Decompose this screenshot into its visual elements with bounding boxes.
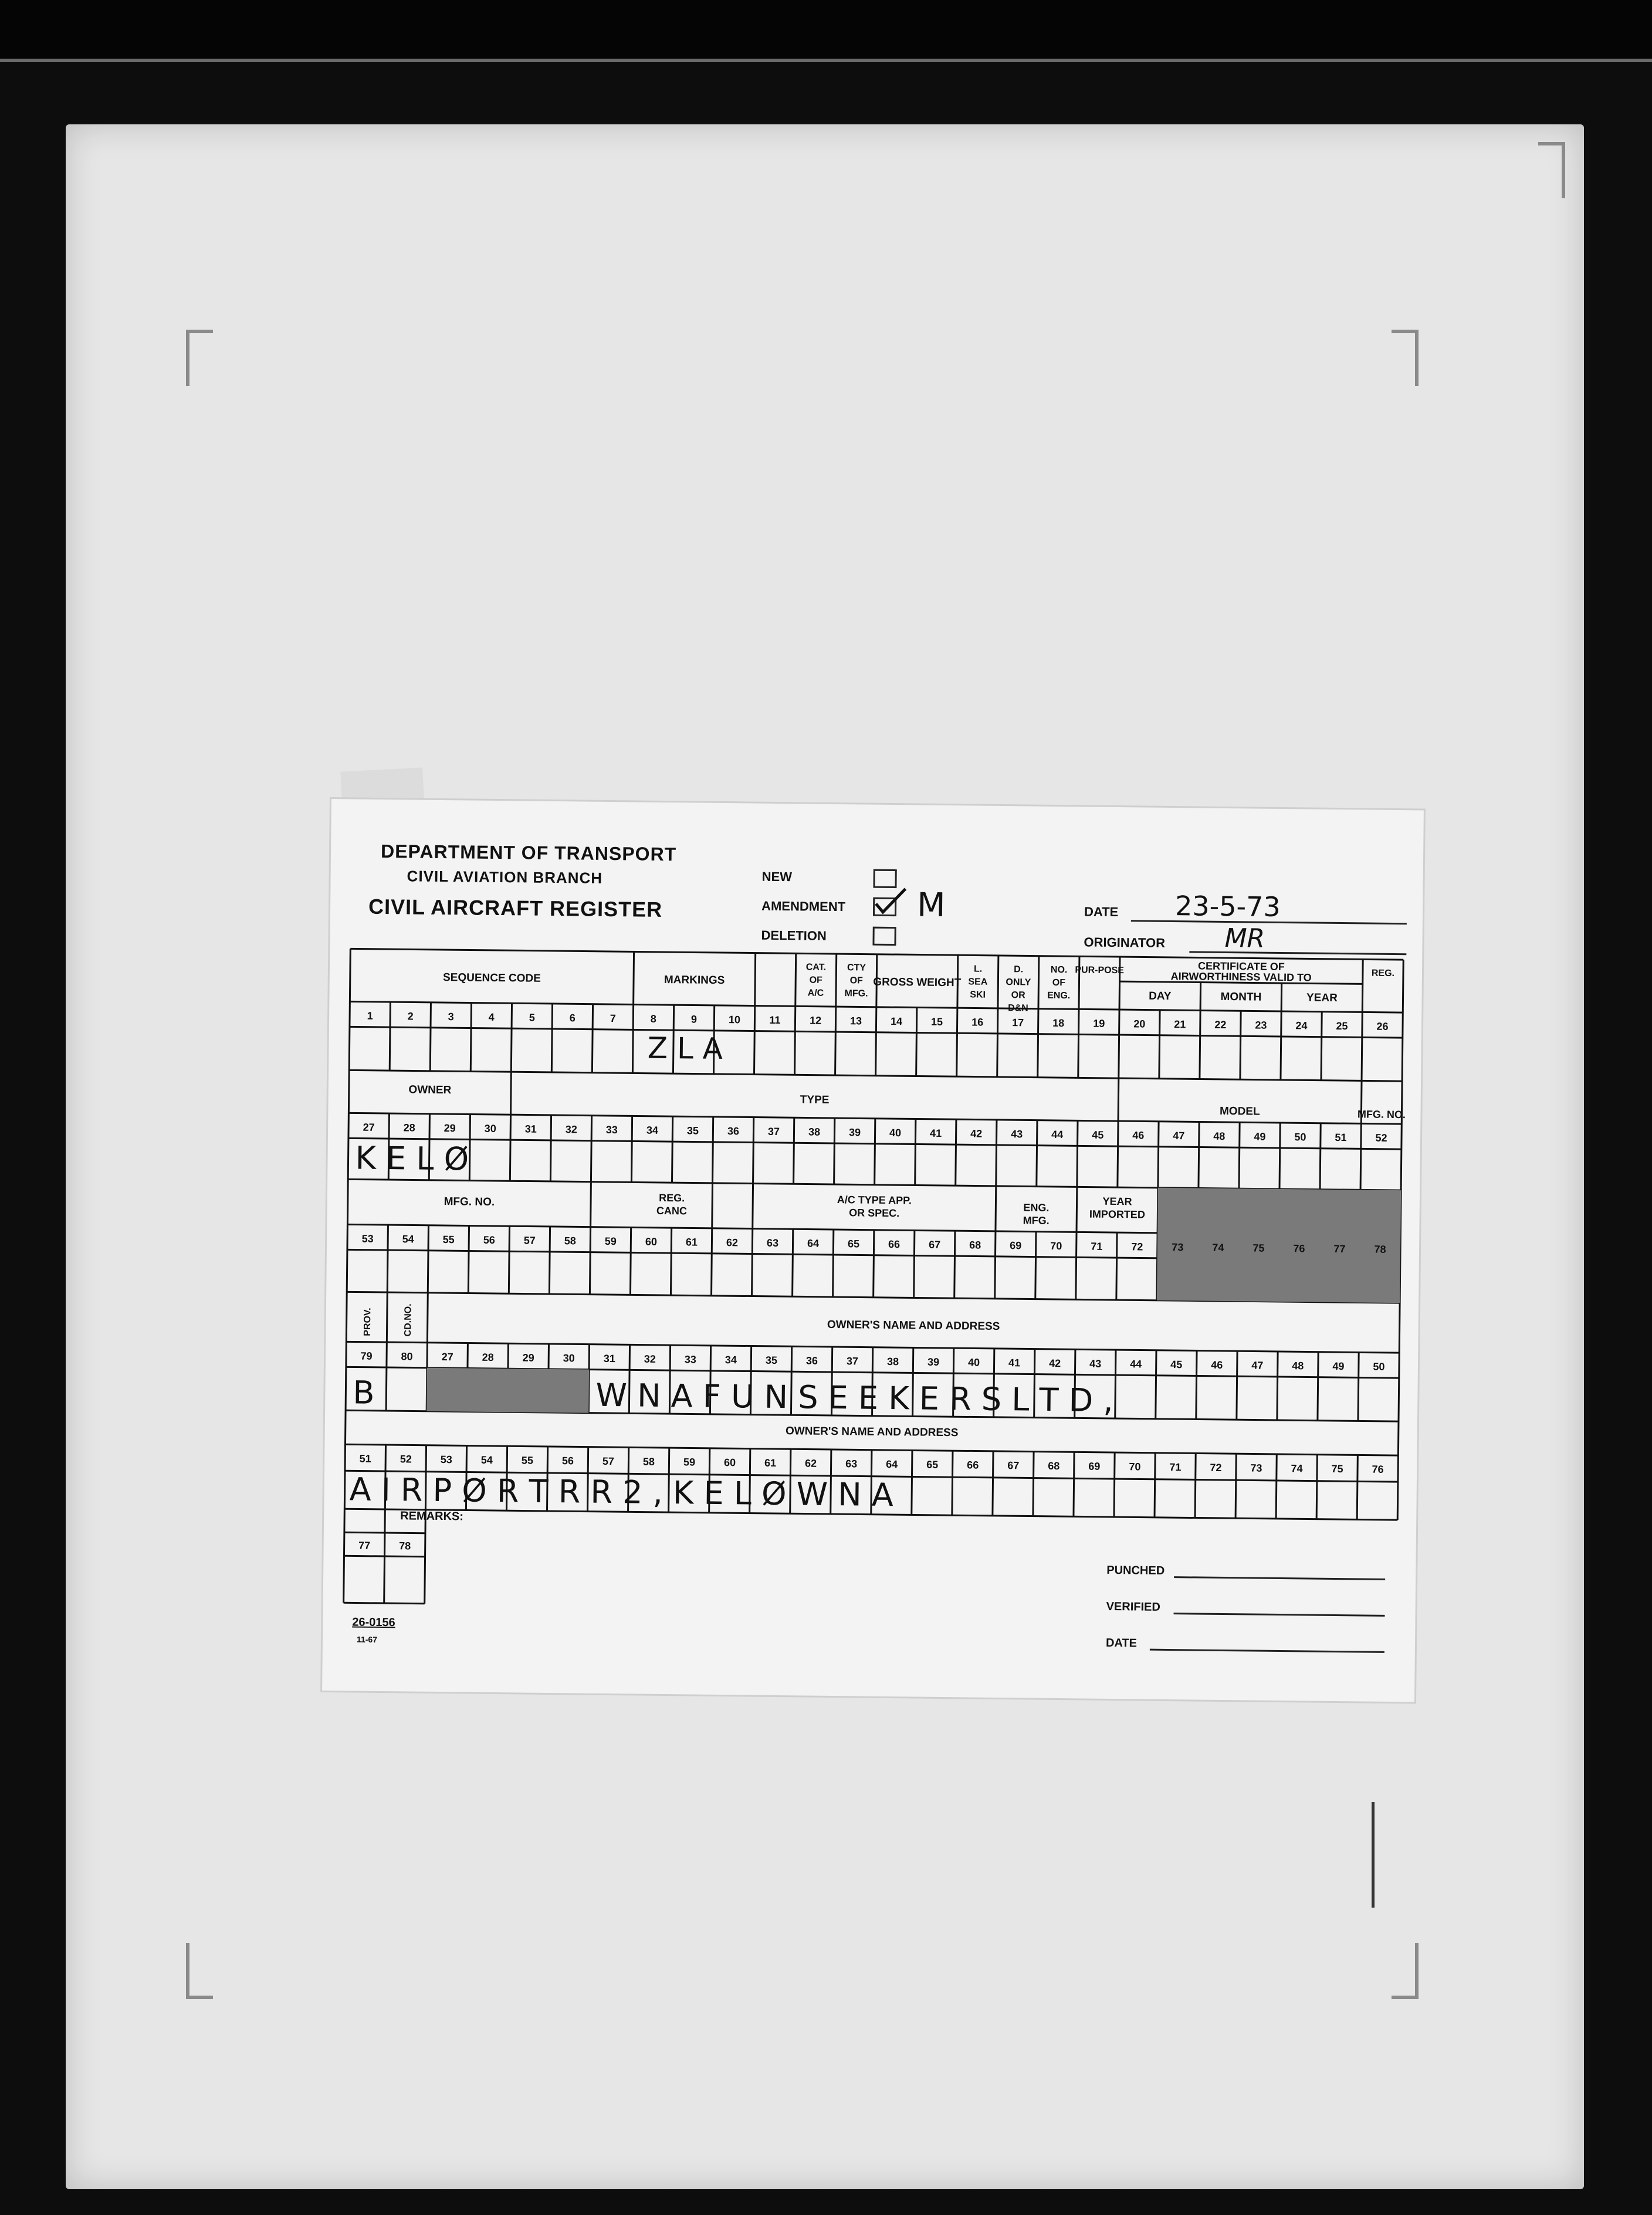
originator-value: MR bbox=[1224, 923, 1265, 954]
column-number: 21 bbox=[1174, 1018, 1186, 1031]
column-number: 57 bbox=[523, 1234, 536, 1247]
section3-header: ENG. bbox=[1023, 1201, 1050, 1214]
column-divider bbox=[470, 1003, 471, 1072]
column-divider bbox=[468, 1225, 469, 1293]
column-number: 47 bbox=[1251, 1359, 1264, 1371]
column-number: 46 bbox=[1132, 1129, 1145, 1142]
column-number: 14 bbox=[890, 1015, 903, 1028]
column-divider bbox=[1276, 1454, 1277, 1519]
column-divider bbox=[1316, 1455, 1317, 1519]
amendment-note: M bbox=[916, 886, 946, 924]
column-number: 37 bbox=[767, 1125, 780, 1138]
column-number: 63 bbox=[845, 1458, 858, 1470]
column-divider bbox=[551, 1004, 552, 1072]
column-number: 26 bbox=[1376, 1020, 1389, 1032]
section3-header: CANC bbox=[656, 1204, 688, 1217]
column-divider bbox=[592, 1004, 593, 1073]
column-number: 2 bbox=[407, 1010, 414, 1022]
header-divider bbox=[836, 954, 837, 1007]
column-divider bbox=[1078, 1009, 1079, 1078]
column-number: 77 bbox=[1333, 1242, 1346, 1255]
column-number: 74 bbox=[1212, 1241, 1224, 1254]
column-divider bbox=[1158, 1122, 1159, 1188]
column-number: 46 bbox=[1211, 1359, 1223, 1371]
column-divider bbox=[1321, 1012, 1322, 1081]
column-number: 61 bbox=[764, 1457, 777, 1469]
shaded-block bbox=[1157, 1188, 1401, 1303]
section1-header: OF bbox=[849, 976, 863, 986]
column-number: 32 bbox=[644, 1353, 656, 1365]
crop-mark-top-right bbox=[1392, 330, 1419, 386]
column-divider bbox=[952, 1451, 953, 1515]
column-number: 38 bbox=[808, 1126, 821, 1138]
column-number: 67 bbox=[929, 1238, 941, 1251]
column-number: 75 bbox=[1252, 1242, 1265, 1254]
aircraft-register-card bbox=[322, 799, 1424, 1702]
section1-header: MARKINGS bbox=[663, 973, 725, 987]
owner-address-entry: A I R P Ø R T R R 2 , K E L Ø W N A bbox=[349, 1471, 894, 1514]
section1-header: D&N bbox=[1008, 1003, 1028, 1014]
section5-header: OWNER'S NAME AND ADDRESS bbox=[785, 1425, 959, 1440]
scan-top-border bbox=[0, 0, 1652, 59]
column-number: 3 bbox=[448, 1011, 454, 1023]
column-divider bbox=[915, 1119, 916, 1185]
column-number: 30 bbox=[563, 1352, 575, 1364]
section1-header: MONTH bbox=[1220, 990, 1262, 1004]
section1-header: YEAR bbox=[1306, 991, 1338, 1004]
column-number: 63 bbox=[766, 1237, 779, 1249]
section2-header: MFG. NO. bbox=[1357, 1108, 1406, 1121]
column-number: 34 bbox=[646, 1124, 659, 1136]
crop-mark-top-left bbox=[186, 330, 213, 386]
column-number: 41 bbox=[930, 1127, 942, 1139]
option-new-label: NEW bbox=[761, 869, 793, 885]
column-number: 19 bbox=[1093, 1017, 1105, 1029]
column-number: 67 bbox=[1007, 1459, 1020, 1472]
column-divider bbox=[1195, 1453, 1196, 1518]
column-divider bbox=[1240, 1011, 1241, 1079]
column-divider bbox=[835, 1007, 836, 1075]
column-number: 57 bbox=[602, 1455, 615, 1468]
column-number: 73 bbox=[1250, 1462, 1262, 1474]
column-divider bbox=[1033, 1452, 1034, 1516]
column-number: 69 bbox=[1010, 1239, 1022, 1252]
branch-title: CIVIL AVIATION BRANCH bbox=[407, 867, 603, 887]
column-number: 49 bbox=[1254, 1130, 1266, 1143]
column-number: 55 bbox=[442, 1234, 455, 1246]
section1-header: SKI bbox=[970, 990, 986, 1000]
column-divider bbox=[430, 1002, 431, 1071]
column-divider bbox=[1116, 1232, 1117, 1300]
column-divider bbox=[1357, 1455, 1358, 1519]
column-divider bbox=[1115, 1350, 1116, 1418]
column-number: 70 bbox=[1129, 1461, 1141, 1473]
column-number: 48 bbox=[1213, 1130, 1226, 1142]
column-number: 31 bbox=[524, 1123, 537, 1135]
column-number: 16 bbox=[971, 1016, 984, 1028]
crop-mark-bottom-right bbox=[1392, 1943, 1419, 1999]
column-number: 72 bbox=[1131, 1241, 1143, 1253]
column-number: 49 bbox=[1332, 1360, 1345, 1373]
crop-mark-bottom-left bbox=[186, 1943, 213, 1999]
header-divider bbox=[712, 1183, 713, 1228]
column-number: 59 bbox=[683, 1456, 696, 1468]
pen-stroke bbox=[1372, 1802, 1375, 1908]
form-revision: 11-67 bbox=[356, 1634, 378, 1644]
header-divider-dashed bbox=[1281, 983, 1282, 1011]
column-number: 37 bbox=[846, 1355, 859, 1367]
column-divider bbox=[914, 1230, 915, 1298]
column-number: 6 bbox=[569, 1012, 576, 1024]
section3-header: YEAR bbox=[1102, 1195, 1132, 1208]
column-divider bbox=[631, 1116, 632, 1182]
section1-header: SEA bbox=[968, 977, 988, 987]
section1-header: ENG. bbox=[1047, 990, 1071, 1001]
column-number: 62 bbox=[805, 1457, 817, 1469]
column-divider bbox=[1235, 1454, 1236, 1518]
column-number: 11 bbox=[769, 1014, 781, 1027]
column-number: 74 bbox=[1291, 1462, 1303, 1475]
column-divider bbox=[632, 1004, 633, 1073]
column-number: 47 bbox=[1173, 1130, 1185, 1142]
column-number: 76 bbox=[1293, 1242, 1305, 1255]
header-divider bbox=[1119, 957, 1120, 1010]
section3-header: IMPORTED bbox=[1089, 1208, 1145, 1221]
column-divider bbox=[1360, 1123, 1361, 1190]
column-divider bbox=[1239, 1122, 1240, 1188]
header-divider bbox=[795, 953, 796, 1006]
column-number: 27 bbox=[441, 1351, 453, 1363]
remarks-column-number: 77 bbox=[358, 1539, 371, 1552]
column-divider bbox=[997, 1008, 998, 1077]
header-divider-dashed bbox=[1200, 983, 1201, 1011]
column-number: 71 bbox=[1091, 1240, 1103, 1252]
column-number: 73 bbox=[1172, 1241, 1184, 1254]
column-divider bbox=[549, 1227, 550, 1294]
column-number: 12 bbox=[809, 1014, 822, 1027]
column-number: 39 bbox=[848, 1126, 861, 1139]
column-number: 44 bbox=[1051, 1128, 1064, 1141]
column-number: 22 bbox=[1214, 1018, 1227, 1031]
column-divider bbox=[386, 1342, 387, 1411]
owner-entry: K E L Ø bbox=[355, 1139, 469, 1178]
column-number: 64 bbox=[807, 1237, 820, 1249]
column-number: 55 bbox=[521, 1454, 534, 1466]
column-number: 65 bbox=[926, 1458, 939, 1471]
column-number: 58 bbox=[564, 1235, 576, 1247]
column-number: 38 bbox=[886, 1355, 899, 1368]
column-number: 54 bbox=[402, 1233, 414, 1245]
section1-header: OR bbox=[1011, 990, 1025, 1001]
column-number: 32 bbox=[565, 1123, 577, 1136]
section1-header: MFG. bbox=[844, 988, 868, 999]
section2-header: MODEL bbox=[1219, 1105, 1260, 1118]
header-divider bbox=[1362, 959, 1363, 1012]
column-number: 65 bbox=[847, 1238, 860, 1250]
column-number: 51 bbox=[359, 1452, 371, 1465]
column-number: 48 bbox=[1292, 1360, 1304, 1372]
column-number: 64 bbox=[886, 1458, 898, 1471]
column-number: 52 bbox=[1375, 1132, 1387, 1144]
column-number: 62 bbox=[726, 1237, 739, 1249]
column-number: 8 bbox=[650, 1012, 657, 1025]
column-number: 53 bbox=[361, 1232, 374, 1245]
section1-header: REG. bbox=[1371, 968, 1395, 978]
column-divider bbox=[469, 1115, 470, 1181]
section1-header: OF bbox=[809, 975, 822, 985]
column-divider bbox=[1159, 1010, 1160, 1079]
remarks-box-number-top bbox=[344, 1532, 425, 1533]
column-divider bbox=[1196, 1350, 1197, 1419]
remarks-label: REMARKS: bbox=[400, 1509, 464, 1523]
column-number: 40 bbox=[889, 1126, 902, 1139]
section3-header: A/C TYPE APP. bbox=[837, 1194, 912, 1207]
column-number: 70 bbox=[1050, 1239, 1062, 1252]
department-title: DEPARTMENT OF TRANSPORT bbox=[380, 840, 677, 865]
column-number: 54 bbox=[480, 1454, 493, 1466]
column-number: 52 bbox=[400, 1453, 412, 1465]
column-divider bbox=[954, 1231, 955, 1298]
column-divider bbox=[834, 1118, 835, 1184]
column-number: 58 bbox=[642, 1455, 655, 1468]
column-divider bbox=[753, 1117, 754, 1184]
date-value: 23-5-73 bbox=[1174, 890, 1281, 923]
option-deletion-label: DELETION bbox=[761, 927, 827, 943]
scan-top-edge bbox=[0, 59, 1652, 62]
column-number: 66 bbox=[967, 1459, 979, 1471]
verified-label: VERIFIED bbox=[1106, 1600, 1161, 1614]
column-number: 20 bbox=[1133, 1018, 1146, 1030]
owner-name-entry: W N A F U N S E E K E R S L T D , bbox=[595, 1376, 1113, 1420]
column-divider bbox=[1077, 1120, 1078, 1187]
column-divider bbox=[1279, 1123, 1280, 1189]
column-number: 60 bbox=[723, 1457, 736, 1469]
column-number: 68 bbox=[1048, 1459, 1060, 1472]
section1-header: DAY bbox=[1149, 990, 1172, 1003]
column-number: 35 bbox=[765, 1354, 778, 1367]
column-number: 78 bbox=[1374, 1243, 1386, 1255]
column-number: 28 bbox=[482, 1351, 494, 1363]
column-number: 30 bbox=[484, 1122, 496, 1134]
header-divider bbox=[1076, 1187, 1077, 1232]
column-number: 76 bbox=[1372, 1463, 1384, 1475]
section1-header: L. bbox=[973, 964, 983, 974]
form-title: CIVIL AIRCRAFT REGISTER bbox=[368, 894, 663, 922]
column-divider bbox=[511, 1003, 512, 1072]
column-number: 31 bbox=[603, 1352, 615, 1365]
section1-header: D. bbox=[1014, 964, 1024, 975]
remarks-column-number: 78 bbox=[399, 1540, 411, 1552]
column-number: 50 bbox=[1294, 1131, 1306, 1143]
column-number: 42 bbox=[1049, 1357, 1061, 1370]
section1-header: GROSS WEIGHT bbox=[873, 976, 962, 990]
column-divider bbox=[833, 1230, 834, 1297]
section1-header: OF bbox=[1052, 977, 1066, 988]
column-number: 33 bbox=[605, 1123, 618, 1136]
column-number: 18 bbox=[1052, 1017, 1065, 1029]
prov-entry: B bbox=[353, 1374, 375, 1411]
column-divider bbox=[550, 1115, 551, 1181]
column-number: 10 bbox=[728, 1014, 741, 1026]
section1-header: NO. bbox=[1050, 964, 1068, 976]
column-divider bbox=[1035, 1232, 1036, 1299]
section3-header: MFG. bbox=[1023, 1214, 1050, 1227]
column-number: 27 bbox=[363, 1121, 375, 1133]
column-number: 43 bbox=[1089, 1357, 1102, 1370]
section3-header: OR SPEC. bbox=[849, 1207, 900, 1220]
section1-header: CTY bbox=[847, 963, 866, 973]
header-divider-dashed bbox=[755, 953, 756, 1006]
column-number: 51 bbox=[1335, 1131, 1347, 1144]
column-number: 80 bbox=[401, 1350, 413, 1363]
option-amendment-label: AMENDMENT bbox=[761, 898, 846, 915]
column-number: 36 bbox=[727, 1125, 740, 1137]
column-number: 36 bbox=[805, 1354, 818, 1367]
column-number: 75 bbox=[1331, 1462, 1343, 1475]
column-number: 15 bbox=[931, 1015, 943, 1028]
column-number: 17 bbox=[1012, 1017, 1024, 1029]
column-number: 28 bbox=[403, 1122, 415, 1134]
column-divider bbox=[387, 1225, 388, 1292]
section1-header: ONLY bbox=[1006, 977, 1031, 988]
date-label: DATE bbox=[1084, 904, 1119, 920]
section1-header: CAT. bbox=[805, 962, 827, 973]
section1-header: A/C bbox=[807, 988, 824, 998]
column-divider bbox=[1358, 1352, 1359, 1421]
column-number: 1 bbox=[367, 1010, 373, 1022]
column-number: 24 bbox=[1295, 1020, 1308, 1032]
section2-header: OWNER bbox=[408, 1083, 452, 1097]
header-divider bbox=[1118, 1078, 1119, 1121]
column-number: 29 bbox=[444, 1122, 456, 1134]
column-divider bbox=[752, 1229, 753, 1296]
column-number: 41 bbox=[1008, 1357, 1021, 1369]
column-number: 68 bbox=[969, 1239, 981, 1251]
section1-header: CERTIFICATE OF bbox=[1198, 960, 1285, 973]
column-number: 44 bbox=[1130, 1358, 1142, 1370]
column-number: 13 bbox=[849, 1015, 862, 1027]
punched-label: PUNCHED bbox=[1106, 1563, 1165, 1577]
remarks-date-label: DATE bbox=[1105, 1636, 1138, 1650]
column-divider bbox=[995, 1231, 996, 1299]
prov-header: PROV. bbox=[362, 1308, 373, 1336]
form-number: 26-0156 bbox=[352, 1615, 395, 1630]
column-number: 33 bbox=[684, 1353, 696, 1366]
column-divider bbox=[1277, 1352, 1278, 1420]
crop-mark-corner bbox=[1538, 142, 1565, 198]
section1-header: SEQUENCE CODE bbox=[442, 971, 541, 985]
column-number: 39 bbox=[927, 1356, 940, 1368]
header-divider bbox=[427, 1293, 428, 1343]
column-number: 29 bbox=[522, 1352, 534, 1364]
register-grid bbox=[322, 799, 1424, 1702]
section2-header: TYPE bbox=[800, 1093, 830, 1106]
column-divider bbox=[916, 1007, 917, 1076]
column-divider bbox=[630, 1227, 631, 1295]
shaded-cells bbox=[426, 1368, 589, 1413]
column-number: 4 bbox=[488, 1011, 495, 1023]
column-number: 43 bbox=[1011, 1128, 1023, 1140]
column-number: 53 bbox=[440, 1454, 452, 1466]
column-number: 35 bbox=[686, 1125, 699, 1137]
section3-header: REG. bbox=[659, 1191, 685, 1204]
column-number: 56 bbox=[561, 1455, 574, 1467]
column-number: 69 bbox=[1088, 1460, 1101, 1472]
section1-header: PUR-POSE bbox=[1075, 965, 1125, 976]
column-number: 40 bbox=[967, 1356, 980, 1369]
section3-header: MFG. NO. bbox=[444, 1195, 495, 1208]
column-number: 25 bbox=[1336, 1020, 1348, 1032]
column-number: 56 bbox=[483, 1234, 495, 1246]
section1-header: AIRWORTHINESS VALID TO bbox=[1170, 970, 1312, 984]
originator-label: ORIGINATOR bbox=[1084, 934, 1166, 950]
column-number: 79 bbox=[360, 1350, 373, 1362]
column-number: 72 bbox=[1210, 1461, 1222, 1474]
column-number: 5 bbox=[529, 1011, 535, 1024]
column-number: 42 bbox=[970, 1127, 983, 1140]
section4-header: OWNER'S NAME AND ADDRESS bbox=[827, 1318, 1000, 1333]
header-divider bbox=[511, 1072, 512, 1115]
column-divider bbox=[1114, 1452, 1115, 1517]
grid-left-border bbox=[344, 949, 350, 1509]
column-divider bbox=[996, 1120, 997, 1186]
markings-entry: Z L A bbox=[647, 1031, 723, 1066]
column-number: 60 bbox=[645, 1235, 658, 1248]
column-number: 23 bbox=[1255, 1019, 1267, 1031]
column-number: 9 bbox=[690, 1013, 698, 1025]
header-divider bbox=[1038, 956, 1039, 1009]
column-number: 45 bbox=[1170, 1359, 1183, 1371]
column-number: 61 bbox=[685, 1236, 698, 1248]
column-number: 45 bbox=[1092, 1129, 1104, 1141]
cd-no-header: CD.NO. bbox=[402, 1303, 414, 1337]
column-divider bbox=[754, 1006, 755, 1075]
column-number: 71 bbox=[1169, 1461, 1182, 1474]
column-number: 7 bbox=[610, 1012, 616, 1025]
column-number: 59 bbox=[604, 1235, 617, 1248]
column-divider bbox=[1320, 1123, 1321, 1190]
column-number: 50 bbox=[1373, 1360, 1385, 1373]
column-number: 66 bbox=[888, 1238, 901, 1251]
column-number: 34 bbox=[725, 1354, 737, 1366]
